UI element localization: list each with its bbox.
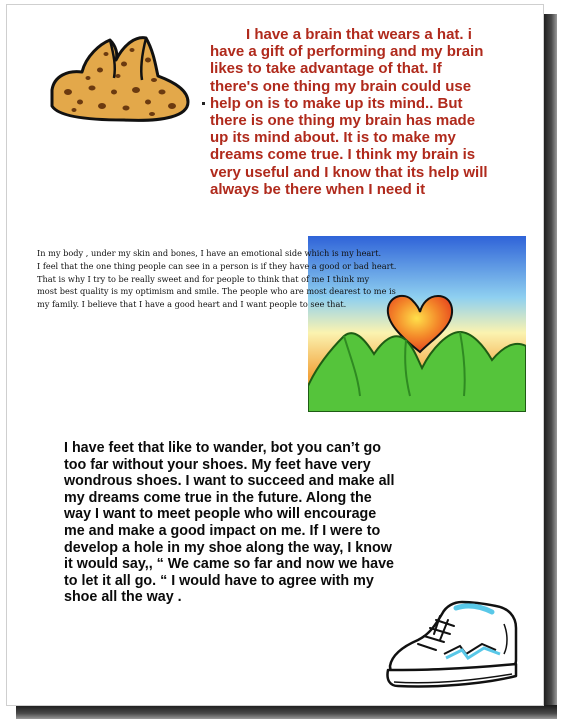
- heart-line: most best quality is my optimism and smile. The people who are most dearest to me is: [37, 286, 396, 297]
- feet-line: me and make a good impact on me. If I were to: [64, 522, 381, 539]
- brain-line: always be there when I need it: [210, 180, 426, 198]
- hat-icon: [44, 30, 194, 126]
- feet-line: too far without your shoes. My feet have very: [64, 456, 371, 473]
- brain-line: up its mind about. It is to make my: [210, 129, 456, 147]
- feet-line: it would say,, “ We came so far and now we have: [64, 556, 394, 573]
- feet-paragraph: [64, 440, 494, 606]
- heart-paragraph: [37, 247, 517, 311]
- brain-line: there is one thing my brain has made: [210, 112, 476, 130]
- feet-line: my dreams come true in the future. Along the: [64, 489, 372, 506]
- feet-line: wondrous shoes. I want to succeed and make all: [64, 473, 395, 490]
- feet-line: shoe all the way .: [64, 589, 182, 606]
- heart-line: In my body , under my skin and bones, I have an emotional side which is my heart.: [37, 248, 382, 258]
- feet-line: way I want to meet people who will encourage: [64, 506, 377, 523]
- brain-line: there's one thing my brain could use: [210, 77, 472, 95]
- brain-line: I have a brain that wears a hat. i: [246, 26, 472, 43]
- sneaker-icon: [384, 594, 522, 698]
- feet-line: I have feet that like to wander, bot you can’t go: [64, 440, 381, 456]
- brain-line: likes to take advantage of that. If: [210, 60, 442, 78]
- stray-dot: [202, 102, 205, 105]
- feet-line: to let it all go. “ I would have to agree with my: [64, 572, 374, 589]
- brain-line: help on is to make up its mind.. But: [210, 94, 463, 112]
- page-shadow-right: [543, 14, 557, 714]
- heart-line: my family. I believe that I have a good heart and I want people to see that.: [37, 299, 347, 310]
- heart-line: I feel that the one thing people can see in a person is if they have a good or bad heart.: [37, 260, 397, 271]
- feet-line: develop a hole in my shoe along the way, I know: [64, 539, 392, 556]
- brain-line: dreams come true. I think my brain is: [210, 146, 476, 164]
- brain-line: very useful and I know that its help will: [210, 163, 488, 181]
- brain-line: have a gift of performing and my brain: [210, 43, 484, 61]
- page-shadow-bottom: [16, 705, 557, 719]
- heart-line: That is why I try to be really sweet and for people to think that of me I think my: [37, 273, 370, 284]
- brain-paragraph: [210, 26, 535, 198]
